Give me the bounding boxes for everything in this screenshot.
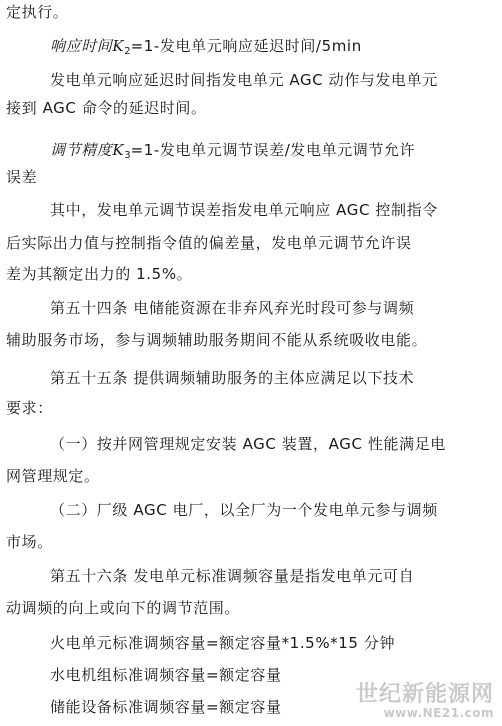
watermark-url: www.NE21.com [383,706,494,720]
article-56: 第五十六条 发电单元标准调频容量是指发电单元可自 [50,567,415,585]
formula-response-time [50,36,362,62]
formula-symbol: 调节精度K [50,141,125,159]
text-line: 发电单元响应延迟时间指发电单元 AGC 动作与发电单元 [50,71,438,89]
text-line: 接到 AGC 命令的延迟时间。 [6,99,207,117]
article-55: 第五十五条 提供调频辅助服务的主体应满足以下技术 [50,369,415,387]
text-line: 差为其额定出力的 1.5%。 [6,265,193,283]
formula-storage: 储能设备标准调频容量=额定容量 [50,698,282,716]
formula-hydro: 水电机组标准调频容量=额定容量 [50,666,282,684]
watermark-logo [356,683,494,720]
text-line: 其中，发电单元调节误差指发电单元响应 AGC 控制指令 [50,201,438,219]
text-line: 定执行。 [6,3,69,21]
text-line: 要求： [6,399,53,417]
formula-subscript: 3 [124,150,131,161]
watermark-name: 世纪新能源网 [355,682,494,707]
formula-body: =1-发电单元调节误差/发电单元调节允许 [130,141,416,159]
formula-body: =1-发电单元响应延迟时间/5min [130,37,362,55]
formula-symbol: 响应时间K [50,37,125,55]
article-54: 第五十四条 电储能资源在非弃风弃光时段可参与调频 [50,299,415,317]
text-line: 辅助服务市场，参与调频辅助服务期间不能从系统吸收电能。 [6,331,428,349]
text-line: 网管理规定。 [6,467,100,485]
text-line: 动调频的向上或向下的调节范围。 [6,599,241,617]
formula-thermal: 火电单元标准调频容量=额定容量*1.5%*15 分钟 [50,634,396,652]
text-line: 后实际出力值与控制指令值的偏差量，发电单元调节允许误 [6,234,412,252]
clause-1: （一）按并网管理规定安装 AGC 装置，AGC 性能满足电 [50,435,446,453]
clause-2: （二）厂级 AGC 电厂，以全厂为一个发电单元参与调频 [50,501,438,519]
text-line: 误差 [6,168,38,186]
formula-precision [50,140,415,166]
formula-subscript: 2 [124,46,131,57]
text-line: 市场。 [6,533,53,551]
